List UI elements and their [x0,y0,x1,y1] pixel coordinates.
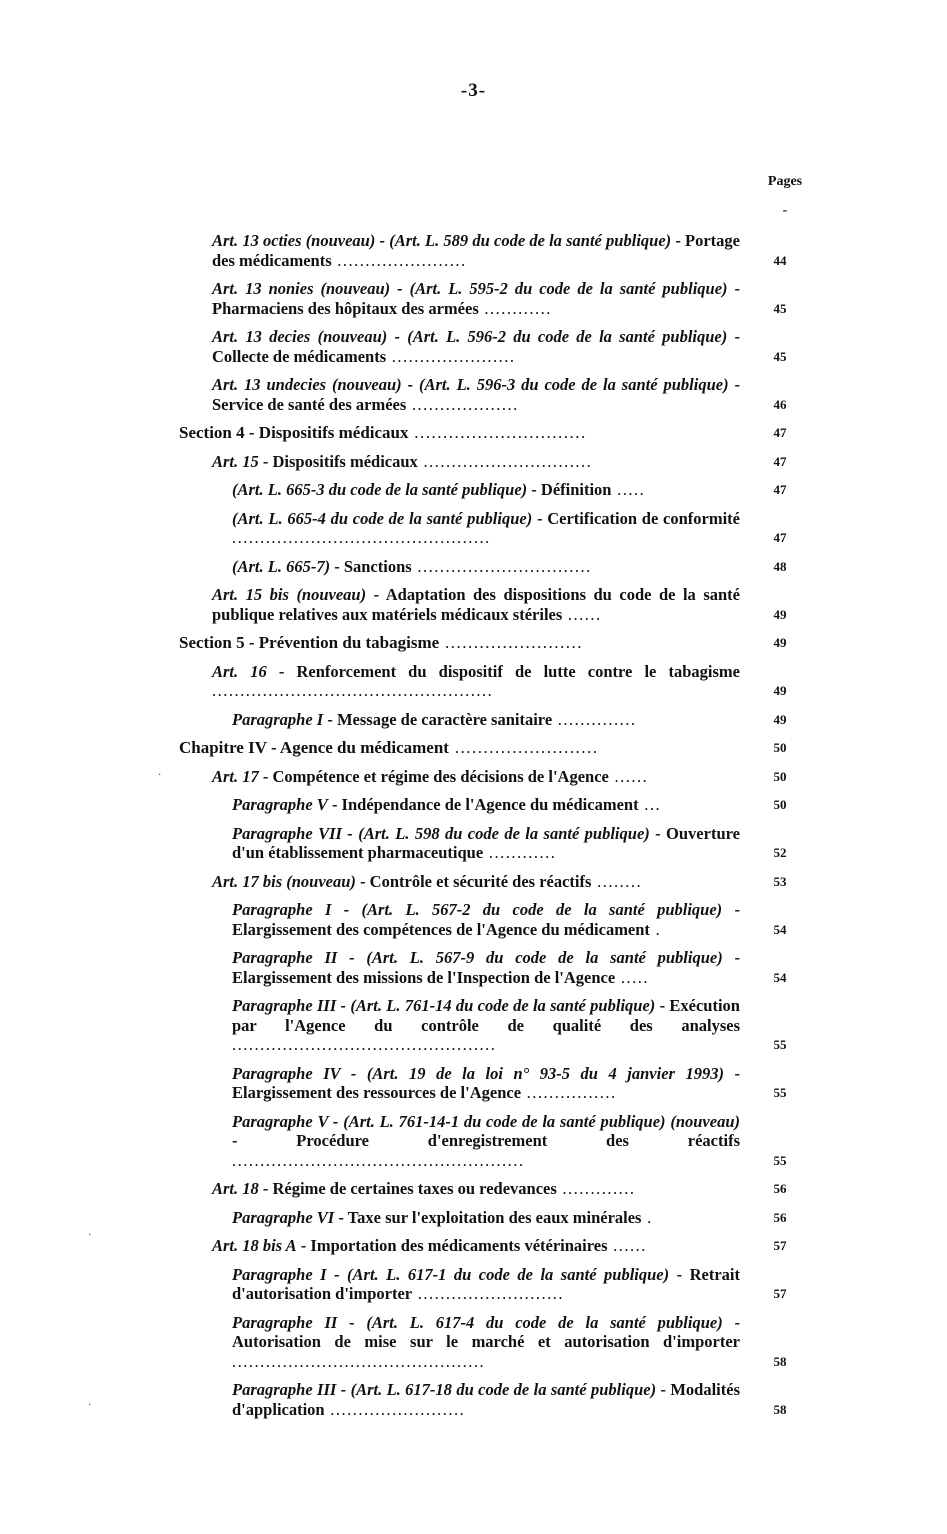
toc-entry [0,327,947,366]
toc-entry [0,948,947,987]
toc-entry-leader: .............. [552,709,637,729]
toc-entry-page: 55 [773,1085,787,1100]
toc-entry-page: 58 [773,1353,787,1369]
toc-entry-leader: ............................................... [232,1035,497,1054]
toc-entry [0,662,947,701]
toc-chapter-heading [0,738,947,758]
toc-entry-title: - Portage des médicaments [212,231,740,270]
toc-entry-leader: ............................................. [232,1351,486,1371]
toc-entry [0,1112,947,1171]
toc-entry-reference: Paragraphe I - (Art. L. 567-2 du code de la santé publique) [232,900,723,919]
toc-entry-reference: (Art. L. 665-4 du code de la santé publique) [232,508,533,528]
pages-column-header: Pages [767,174,803,189]
toc-entry-reference: Paragraphe VII - (Art. L. 598 du code de la santé publique) [232,823,650,843]
toc-entry-title: Section 5 - Prévention du tabagisme [179,633,440,652]
toc-entry-title: - Modalités d'application [232,1380,740,1419]
toc-entry-reference: Paragraphe IV - (Art. 19 de la loi n° 93-5 du 4 janvier 1993) [232,1063,724,1083]
toc-entry-leader: ........ [591,871,643,891]
toc-entry-leader: ....................... [331,250,467,270]
toc-entry-reference: Art. 13 decies (nouveau) - (Art. L. 596-2 du code de la santé publique) [212,327,728,346]
toc-entry-title: - Service de santé des armées [212,375,740,414]
toc-entry [0,1179,947,1199]
toc-entry-reference: Paragraphe V - (Art. L. 761-14-1 du code de la santé publique) (nouveau) [232,1111,740,1131]
toc-entry-leader: ...................... [386,346,516,366]
toc-entry-title: - Procédure d'enregistrement des réactifs [232,1131,740,1150]
toc-entry-page: 47 [773,425,787,440]
toc-entry-title: - Message de caractère sanitaire [323,709,553,729]
toc-entry-leader: ........................ [324,1399,466,1419]
toc-entry-title: - Elargissement des missions de l'Inspection de l'Agence [232,948,740,987]
toc-entry-page: 47 [773,530,787,545]
toc-entry-leader: .......................... [412,1284,564,1303]
toc-entry-leader: ............................... [411,556,592,576]
toc-entry-leader: .............................. [408,423,587,442]
toc-entry-page: 52 [773,845,787,860]
toc-entry-reference: Art. 18 bis A [212,1236,297,1255]
toc-entry-leader: ................... [406,394,519,414]
toc-entry-page: 49 [773,606,787,622]
toc-entry [0,585,947,624]
toc-entry-reference: Art. 16 [212,661,267,681]
toc-entry [0,279,947,318]
toc-entry-leader: ..... [611,480,646,499]
toc-entry-reference: Art. 13 undecies (nouveau) - (Art. L. 596-3 du code de la santé publique) [212,375,729,394]
toc-entry-leader: ........................ [439,633,583,652]
toc-entry-title: - Elargissement des ressources de l'Agence [232,1063,740,1102]
toc-entry-page: 44 [773,252,787,268]
toc-entry-page: 56 [773,1209,787,1225]
toc-entry-title: - Importation des médicaments vétérinaires [296,1236,608,1255]
toc-entry-page: 55 [773,1037,787,1052]
toc-entry-reference: Paragraphe I [232,709,324,729]
toc-entry [0,375,947,414]
toc-entry-title: - Compétence et régime des décisions de l'Agence [258,766,609,786]
toc-entry-reference: (Art. L. 665-3 du code de la santé publique) [232,480,528,499]
toc-entry-reference: Paragraphe II - (Art. L. 617-4 du code de la santé publique) [232,1312,723,1332]
scan-speck: · [88,1230,92,1241]
toc-entry [0,872,947,892]
scan-speck: · [88,1400,92,1411]
toc-entry-page: 46 [773,396,787,412]
toc-entry [0,767,947,787]
toc-entry-page: 50 [773,768,787,784]
toc-entry-reference: Art. 18 [212,1179,259,1198]
toc-entry-reference: Art. 15 bis (nouveau) [212,585,367,604]
toc-section-heading [0,633,947,653]
toc-entry-leader: ............ [478,298,552,318]
toc-entry-title: - Elargissement des compétences de l'Agence du médicament [232,900,740,939]
toc-entry-page: 49 [773,683,787,698]
toc-entry-reference: Paragraphe I - (Art. L. 617-1 du code de la santé publique) [232,1264,670,1284]
toc-entry-page: 45 [773,348,787,364]
toc-entry [0,1208,947,1228]
toc-entry-page: 50 [773,740,787,755]
toc-entry-page: 53 [773,873,787,889]
toc-entry-title: - Renforcement du dispositif de lutte contre le tabagisme [266,661,740,681]
toc-entry-page: 57 [773,1238,787,1253]
toc-entry-page: 50 [773,797,787,812]
toc-entry-leader: . [641,1207,653,1227]
toc-entry-title: - Collecte de médicaments [212,327,740,366]
toc-entry-page: 54 [773,921,787,937]
toc-entry-leader: ..... [615,967,649,987]
toc-entry-title: - Sanctions [330,556,412,576]
toc-entry-title: Chapitre IV - Agence du médicament [179,738,449,757]
toc-entry-leader: ...... [562,604,602,624]
toc-entry-page: 49 [773,711,787,727]
toc-entry-page: 49 [773,635,787,650]
toc-section-heading [0,423,947,443]
toc-entry-leader: ......................... [448,738,599,757]
page-number: -3- [460,80,487,101]
toc-entry-reference: Paragraphe VI [232,1207,335,1227]
toc-entry-leader: .................................................. [212,681,494,700]
toc-entry-reference: Paragraphe III - (Art. L. 617-18 du code de la santé publique) [232,1380,657,1399]
toc-entry-reference: (Art. L. 665-7) [232,556,331,576]
toc-entry-title: - Taxe sur l'exploitation des eaux minérales [334,1207,642,1227]
toc-entry [0,710,947,730]
toc-entry-page: 58 [773,1401,787,1417]
toc-entry-page: 47 [773,453,787,469]
toc-entry-title: - Indépendance de l'Agence du médicament [327,795,639,814]
toc-entry [0,557,947,577]
toc-entry [0,480,947,500]
toc-entry-reference: Art. 13 octies (nouveau) - (Art. L. 589 du code de la santé publique) [212,231,672,250]
toc-entry-reference: Art. 15 [212,451,259,471]
toc-entry [0,1265,947,1304]
toc-entry [0,900,947,939]
scan-speck: · [158,770,162,781]
toc-entry-leader: .............................................. [232,528,491,547]
toc-entry-leader: ............ [483,843,557,862]
toc-entry [0,795,947,815]
toc-entry [0,1064,947,1103]
toc-entry-leader: ...... [608,766,649,786]
toc-entry [0,996,947,1055]
toc-entry [0,509,947,548]
toc-entry [0,452,947,472]
toc-entry-title: - Régime de certaines taxes ou redevances [258,1179,557,1198]
toc-entry-leader: ... [638,795,662,814]
toc-entry-title: - Exécution par l'Agence du contrôle de qualité des analyses [232,996,740,1035]
toc-entry-title: - Dispositifs médicaux [258,451,418,471]
pages-column-dash: - [782,203,788,218]
toc-entry-title: Section 4 - Dispositifs médicaux [179,423,409,442]
toc-entry-reference: Art. 13 nonies (nouveau) - (Art. L. 595-2 du code de la santé publique) [212,279,728,298]
toc-entry-leader: .............................. [417,451,593,471]
toc-entry-leader: ................ [521,1083,617,1102]
toc-entry-leader: ...... [607,1236,647,1255]
toc-entry-page: 45 [773,300,787,316]
toc-entry-reference: Art. 17 bis (nouveau) [212,871,356,891]
toc-entry-title: - Contrôle et sécurité des réactifs [355,871,592,891]
toc-entry-page: 47 [773,482,787,497]
toc-entry [0,1313,947,1372]
toc-entry-page: 57 [773,1286,787,1301]
toc-entry-leader: . [649,919,662,939]
toc-entry-title: - Autorisation de mise sur le marché et autorisation d'importer [232,1312,740,1351]
toc-entry-page: 56 [773,1181,787,1196]
toc-entry-title: - Ouverture d'un établissement pharmaceutique [232,823,740,862]
toc-entry-title: - Certification de conformité [532,508,741,528]
toc-entry-page: 55 [773,1152,787,1168]
toc-entry-leader: ............. [556,1179,636,1198]
toc-entry-reference: Paragraphe III - (Art. L. 761-14 du code de la santé publique) [232,996,656,1015]
toc-entry-page: 48 [773,558,787,574]
toc-entry [0,231,947,270]
toc-entry-page: 54 [773,969,787,985]
toc-entry-leader: .................................................... [232,1150,525,1170]
toc-entry-reference: Paragraphe V [232,795,328,814]
toc-entry-title: - Pharmaciens des hôpitaux des armées [212,279,740,318]
toc-entry [0,1380,947,1419]
toc-entry [0,824,947,863]
toc-entry-title: - Retrait d'autorisation d'importer [232,1264,740,1303]
table-of-contents [0,231,947,1428]
toc-entry-reference: Paragraphe II - (Art. L. 567-9 du code de la santé publique) [232,948,723,967]
toc-entry [0,1236,947,1256]
toc-entry-reference: Art. 17 [212,766,259,786]
toc-entry-title: - Adaptation des dispositions du code de la santé publique relatives aux matériels médicaux stériles [212,585,740,624]
toc-entry-title: - Définition [527,480,612,499]
